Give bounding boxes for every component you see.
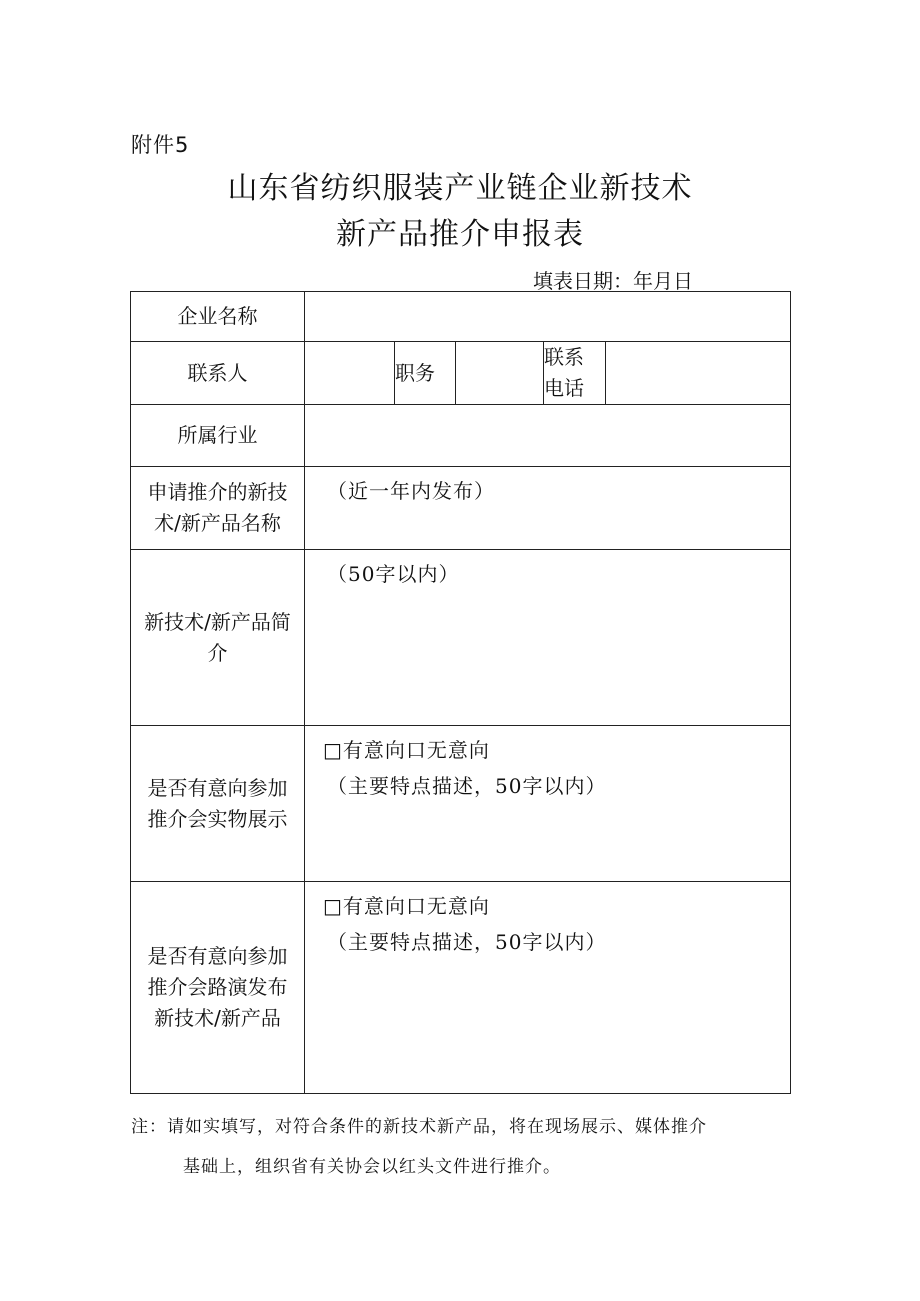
- row-industry: [131, 405, 791, 467]
- form-title-line-2: 新产品推介申报表: [336, 217, 584, 252]
- product-intro-label-line-1: 新技术/新产品简: [144, 609, 291, 634]
- product-intro-hint: （50字以内）: [327, 562, 460, 586]
- product-intro-label: [131, 550, 305, 726]
- exhibit-label: [131, 726, 305, 882]
- roadshow-label: [131, 882, 305, 1094]
- product-name-label: [131, 467, 305, 550]
- company-name-label: 企业名称: [131, 292, 305, 342]
- product-intro-field[interactable]: [305, 550, 791, 726]
- product-intro-label-line-2: 介: [207, 640, 228, 665]
- product-name-field[interactable]: [305, 467, 791, 550]
- roadshow-hint: （主要特点描述，50字以内）: [327, 930, 607, 954]
- attachment-number: 附件5: [131, 133, 190, 157]
- application-form-table: [130, 291, 791, 1094]
- product-name-label-line-2: 术/新产品名称: [154, 511, 281, 535]
- footnote-line-2: 基础上，组织省有关协会以红头文件进行推介。: [183, 1157, 561, 1177]
- row-contact: [131, 342, 791, 405]
- exhibit-intent-options[interactable]: □有意向口无意向: [323, 738, 490, 762]
- row-product-intro: [131, 550, 791, 726]
- position-label: 职务: [395, 342, 456, 405]
- footnote: [131, 1107, 707, 1187]
- phone-label: [544, 342, 606, 405]
- industry-label: 所属行业: [131, 405, 305, 467]
- form-title-line-1: 山东省纺织服装产业链企业新技术: [227, 171, 693, 206]
- roadshow-field[interactable]: [305, 882, 791, 1094]
- footnote-line-1: 注：请如实填写，对符合条件的新技术新产品，将在现场展示、媒体推介: [131, 1117, 707, 1137]
- roadshow-label-line-1: 是否有意向参加: [147, 944, 288, 968]
- row-company-name: [131, 292, 791, 342]
- phone-field[interactable]: [606, 342, 791, 405]
- exhibit-label-line-2: 推介会实物展示: [147, 806, 288, 831]
- phone-label-line-1: 联系: [544, 345, 584, 369]
- row-roadshow: [131, 882, 791, 1094]
- roadshow-intent-options[interactable]: □有意向口无意向: [323, 894, 490, 918]
- contact-label: 联系人: [131, 342, 305, 405]
- industry-field[interactable]: [305, 405, 791, 467]
- fill-date-label: 填表日期：年月日: [533, 269, 693, 293]
- phone-label-line-2: 电话: [544, 376, 584, 400]
- row-product-name: [131, 467, 791, 550]
- contact-field[interactable]: [305, 342, 395, 405]
- company-name-field[interactable]: [305, 292, 791, 342]
- roadshow-label-line-2: 推介会路演发布: [147, 975, 288, 999]
- position-field[interactable]: [456, 342, 544, 405]
- exhibit-field[interactable]: [305, 726, 791, 882]
- product-name-hint: （近一年内发布）: [327, 479, 495, 503]
- exhibit-label-line-1: 是否有意向参加: [147, 775, 288, 800]
- exhibit-hint: （主要特点描述，50字以内）: [327, 774, 607, 798]
- roadshow-label-line-3: 新技术/新产品: [154, 1006, 281, 1030]
- row-exhibit: [131, 726, 791, 882]
- product-name-label-line-1: 申请推介的新技: [147, 480, 288, 504]
